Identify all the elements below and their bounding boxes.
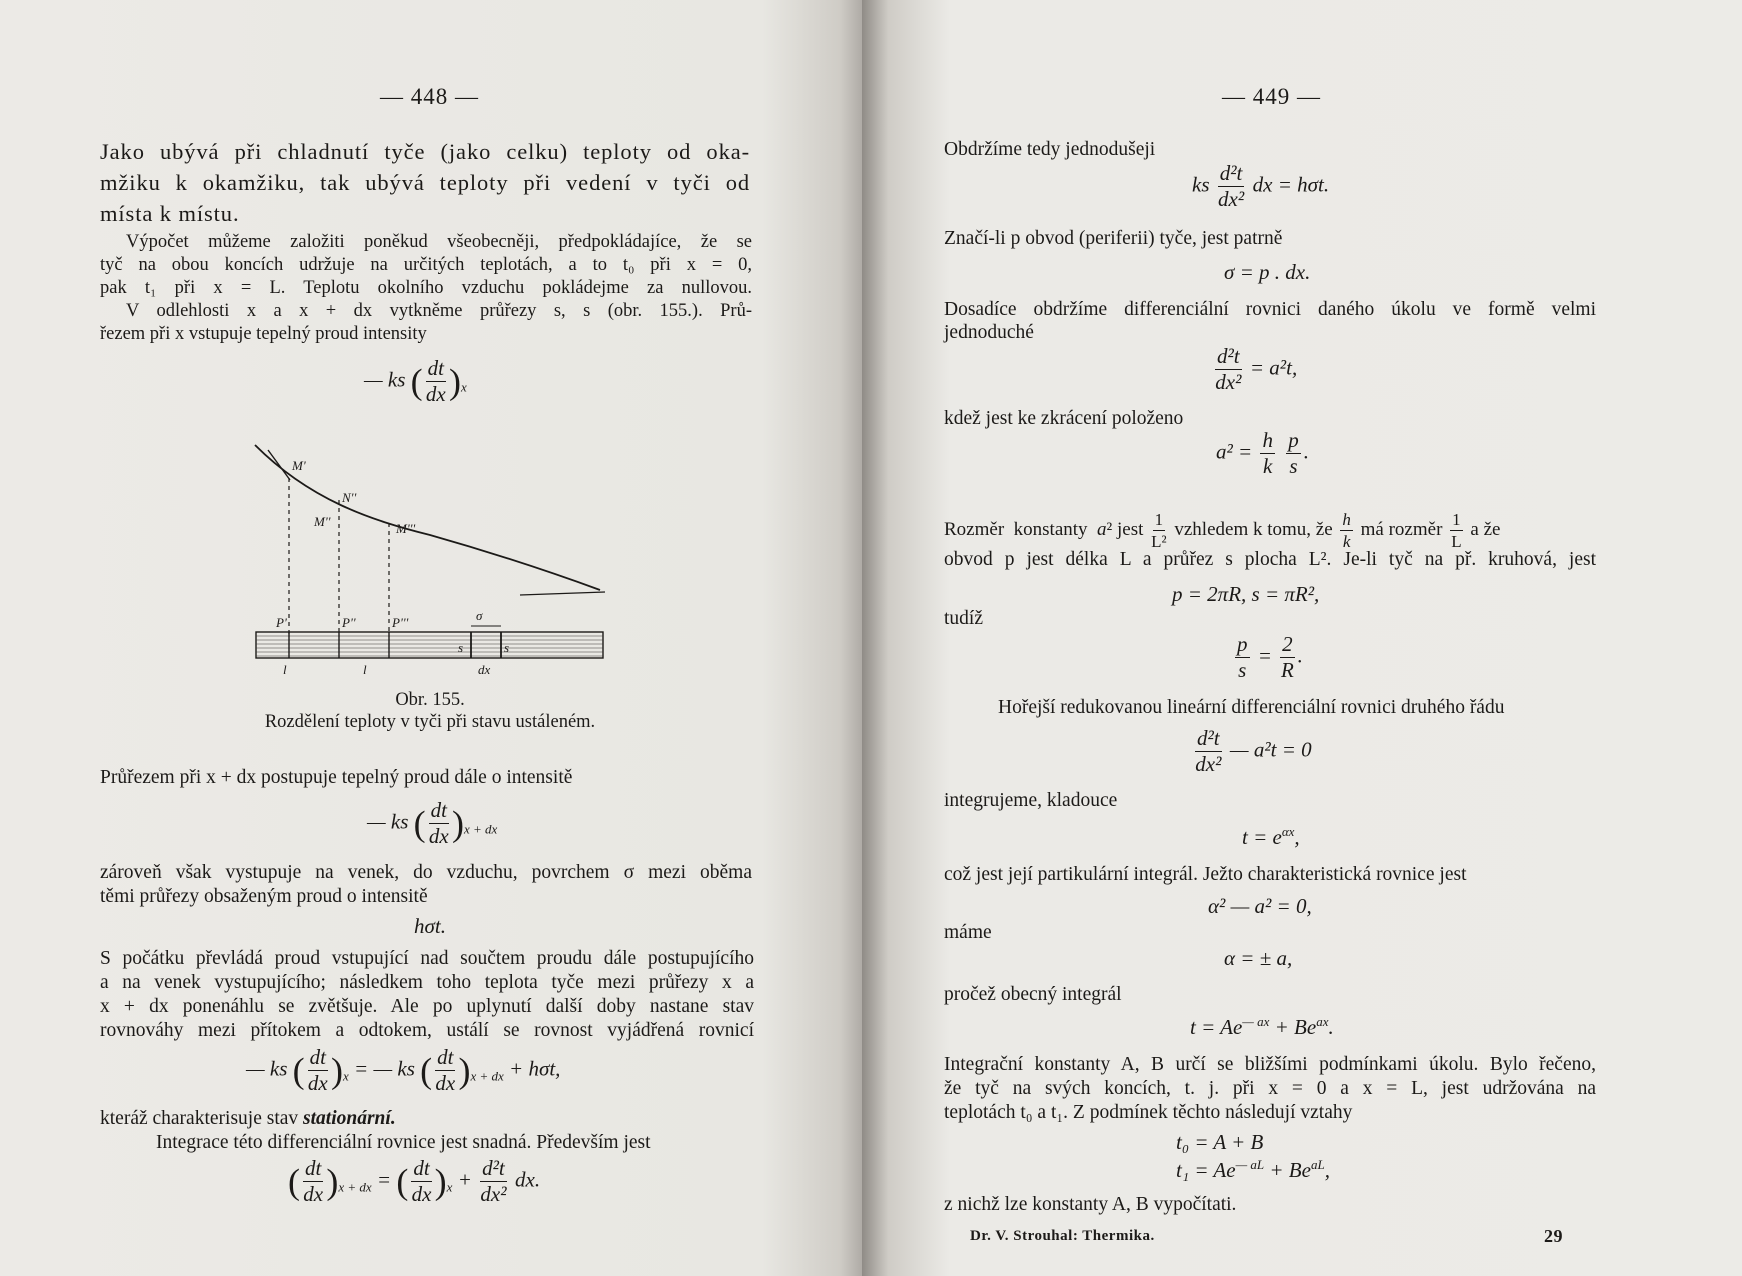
figure-label: M'' — [314, 514, 331, 529]
paragraph-line: Průřezem při x + dx postupuje tepelný proud dále o intensitě — [100, 767, 573, 788]
paragraph-line: Výpočet můžeme založiti poněkud všeobecněji, předpokládajíce, že se — [126, 232, 752, 252]
paragraph-line: integrujeme, kladouce — [944, 790, 1118, 811]
equation: $t_1 = Ae^{— aL} + Be^{aL}$, — [1176, 1157, 1330, 1182]
equation: hσt. — [414, 914, 446, 938]
paragraph-line: máme — [944, 922, 992, 943]
paragraph-line: jednoduché — [944, 322, 1034, 343]
figure-label: P' — [276, 615, 287, 630]
emphasis: stationární. — [303, 1108, 396, 1129]
equation: — ks ( $\frac{dt}{dx}$ )$_x$ — [364, 356, 467, 406]
equation: α² — a² = 0, — [1208, 894, 1312, 918]
figure-label: M' — [292, 458, 306, 473]
figure-label: P'' — [342, 615, 356, 630]
equation: α = ± a, — [1224, 946, 1293, 970]
equation: ks $\frac{\text{d²t}}{\text{dx²}}$ dx = hσt. — [1192, 161, 1330, 211]
paragraph-line: Integrace této differenciální rovnice jest snadná. Především jest — [156, 1132, 651, 1153]
figure-label: P''' — [392, 615, 409, 630]
figure-label: dx — [478, 662, 491, 677]
paragraph-line: Rozměr konstanty a² jest $\frac{1}{\text{L²}}$ vzhledem k tomu, že $\frac{h}{k}$ má rozměr $\frac{1}{L}$ a že — [944, 510, 1501, 551]
paragraph-line: Dosadíce obdržíme differenciální rovnici daného úkolu ve formě velmi — [944, 299, 1596, 320]
paragraph-line: pročež obecný integrál — [944, 984, 1122, 1005]
paragraph-line: Integrační konstanty A, B určí se bližšími podmínkami úkolu. Bylo řečeno, — [944, 1054, 1596, 1075]
temperature-figure — [250, 440, 610, 680]
equation: t₀ = A + B — [1176, 1130, 1264, 1154]
page-number: — 449 — — [1222, 84, 1321, 109]
paragraph-line: místa k místu. — [100, 201, 240, 226]
figure-label: s — [458, 640, 464, 655]
paragraph-line: Značí-li p obvod (periferii) tyče, jest patrně — [944, 228, 1283, 249]
figure-label: N'' — [342, 490, 357, 505]
figure-label: σ — [476, 608, 483, 623]
paragraph-line: zároveň však vystupuje na venek, do vzduchu, povrchem σ mezi oběma — [100, 862, 752, 883]
paragraph-line: řezem při x vstupuje tepelný proud intensity — [100, 324, 427, 344]
paragraph-line: x + dx ponenáhlu se zvětšuje. Ale po uplynutí další doby nastane stav — [100, 996, 754, 1017]
figure-label: s — [504, 640, 510, 655]
footer-sheet-number: 29 — [1544, 1226, 1563, 1246]
paragraph-line: že tyč na svých koncích, t. j. při x = 0 a x = L, jest udržována na — [944, 1078, 1596, 1099]
paragraph-line: pak t₁ při x = L. Teplotu okolního vzduchu pokládejme za nullovou. — [100, 278, 752, 298]
figure-label: M''' — [396, 521, 416, 536]
equation: $\frac{\text{d²t}}{\text{dx²}}$ = a²t, — [1215, 344, 1298, 394]
paragraph-line: což jest její partikulární integrál. Ježto charakteristická rovnice jest — [944, 864, 1467, 885]
equation: σ = p . dx. — [1224, 260, 1311, 284]
figure-label: l — [283, 662, 287, 677]
paragraph-line: tyč na obou koncích udržuje na určitých teplotách, a to t₀ při x = 0, — [100, 255, 752, 275]
paragraph-line: těmi průřezy obsaženým proud o intensitě — [100, 886, 428, 907]
figure-label: l — [363, 662, 367, 677]
page-number: — 448 — — [380, 84, 479, 109]
equation: p = 2πR, s = πR², — [1172, 582, 1320, 606]
paragraph-line: Jako ubývá při chladnutí tyče (jako celku) teploty od oka- — [100, 139, 750, 164]
equation: $t = Ae^{— ax} + Be^{ax}$. — [1190, 1014, 1334, 1039]
equation: — ks ( $\frac{dt}{dx}$ )$_{x + dx}$ — [367, 798, 498, 848]
paragraph-line: a na venek vystupujícího; následkem toho teplota tyče mezi průřezy x a — [100, 972, 754, 993]
equation: $\frac{p}{s}$ = $\frac{2}{R}$ . — [1237, 632, 1303, 682]
text: kteráž charakterisuje stav — [100, 1108, 304, 1129]
paragraph-line: tudíž — [944, 608, 983, 629]
paragraph-line: teplotách t₀ a t₁. Z podmínek těchto následují vztahy — [944, 1102, 1353, 1123]
right-page — [862, 0, 1742, 1276]
equation: ( $\frac{dt}{dx}$ )$_{x + dx}$ = ( $\frac{dt}{dx}$ )$_x$ + $\frac{\text{d²t}}{\text{dx²}}$ dx. — [288, 1156, 541, 1206]
paragraph-line: Obdržíme tedy jednodušeji — [944, 139, 1156, 160]
paragraph-line: rovnováhy mezi přítokem a odtokem, ustálí se rovnost vyjádřená rovnicí — [100, 1020, 754, 1041]
equation: a² = $\frac{h}{k}$ $\frac{p}{s}$ . — [1216, 428, 1309, 478]
equation: — ks ( $\frac{dt}{dx}$ )$_x$ = — ks ( $\frac{dt}{dx}$ )$_{x + dx} + h\sigma t$, — [246, 1045, 561, 1095]
figure-caption-number: Obr. 155. — [395, 690, 465, 710]
figure-caption: Rozdělení teploty v tyči při stavu ustáleném. — [264, 712, 596, 732]
equation: $\frac{\text{d²t}}{\text{dx²}}$ — a²t = 0 — [1195, 726, 1312, 776]
paragraph-line: obvod p jest délka L a průřez s plocha L². Je-li tyč na př. kruhová, jest — [944, 549, 1596, 570]
footer-author: Dr. V. Strouhal: Thermika. — [970, 1228, 1155, 1244]
equation: $t = e^{\alpha x}$, — [1242, 824, 1300, 849]
paragraph-line: Hořejší redukovanou lineární differenciální rovnici druhého řádu — [998, 697, 1505, 718]
paragraph-line: mžiku k okamžiku, tak ubývá teploty při vedení v tyči od — [100, 170, 750, 195]
paragraph-line: V odlehlosti x a x + dx vytkněme průřezy s, s (obr. 155.). Prů- — [126, 301, 752, 321]
paragraph-line: kdež jest ke zkrácení položeno — [944, 408, 1184, 429]
left-page — [0, 0, 866, 1276]
paragraph-line: z nichž lze konstanty A, B vypočítati. — [944, 1194, 1237, 1215]
paragraph-line: S počátku převládá proud vstupující nad součtem proudu dále postupujícího — [100, 948, 754, 969]
